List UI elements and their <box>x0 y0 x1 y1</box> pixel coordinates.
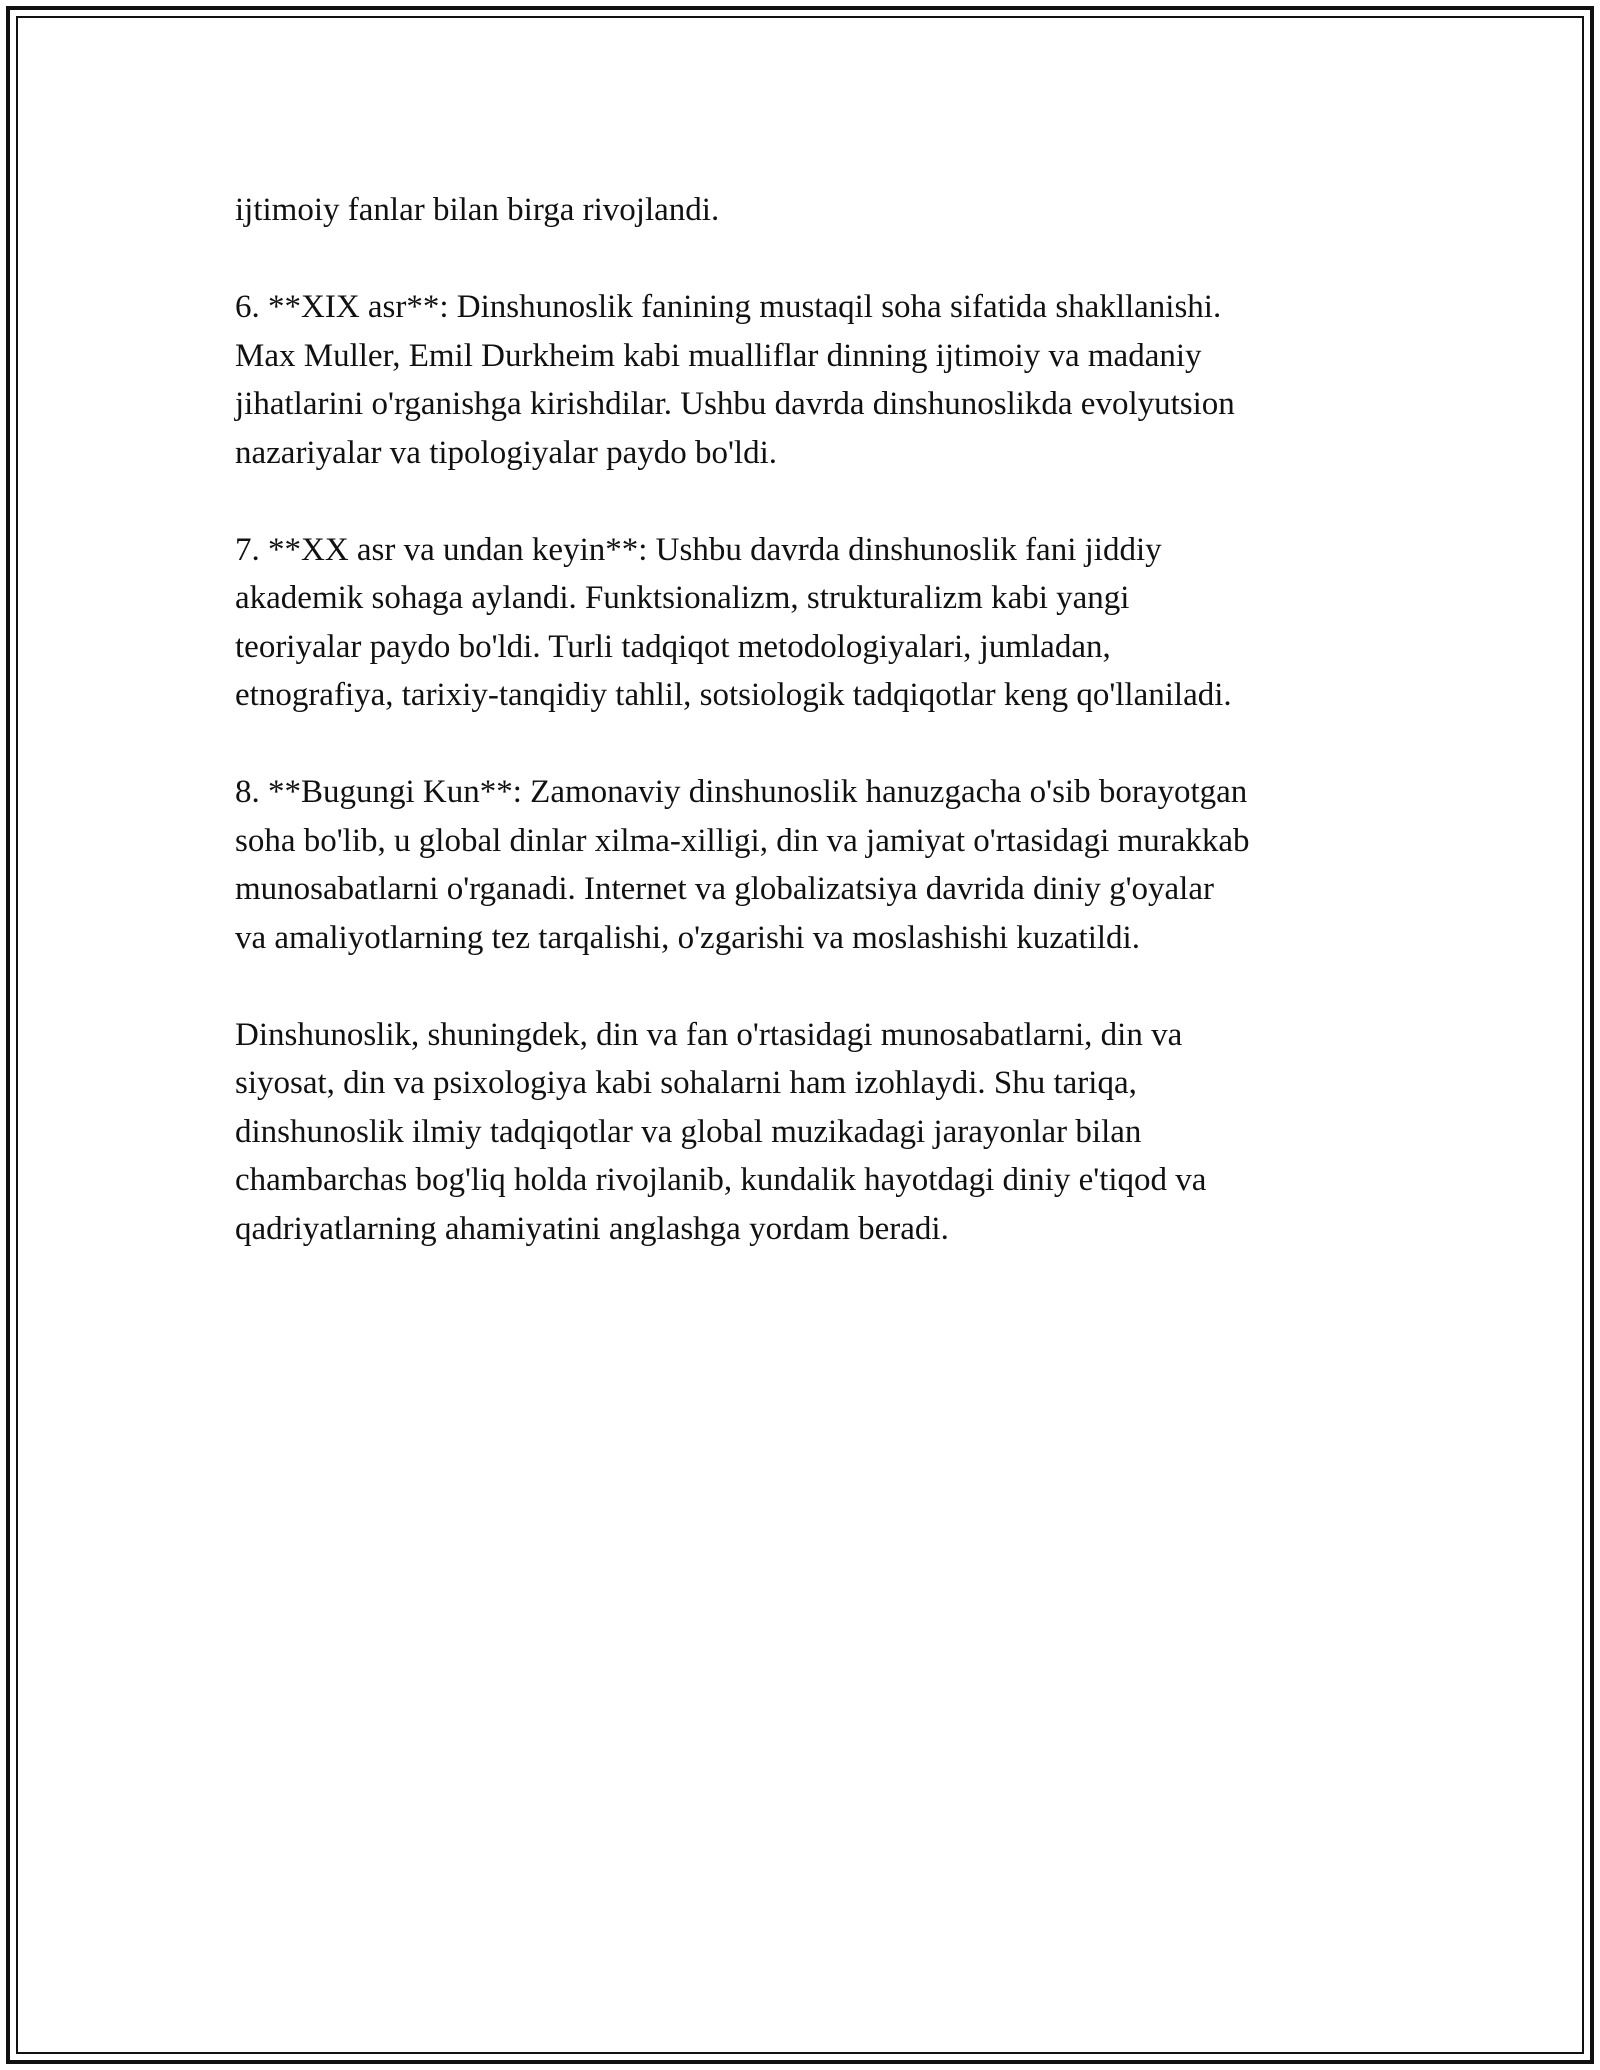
text-line: soha bo'lib, u global dinlar xilma-xilligi, din va jamiyat o'rtasidagi murakkab <box>235 822 1250 859</box>
text-line: 8. **Bugungi Kun**: Zamonaviy dinshunoslik hanuzgacha o'sib borayotgan <box>235 774 1248 810</box>
text-line: dinshunoslik ilmiy tadqiqotlar va global muzikadagi jarayonlar bilan <box>235 1113 1142 1150</box>
text-line: teoriyalar paydo bo'ldi. Turli tadqiqot metodologiyalari, jumladan, <box>235 628 1111 665</box>
paragraph-gap <box>235 235 1385 284</box>
paragraph-xx-century <box>235 526 1385 720</box>
text-line: jihatlarini o'rganishga kirishdilar. Ushbu davrda dinshunoslikda evolyutsion <box>235 386 1235 422</box>
paragraph-gap <box>235 962 1385 1011</box>
paragraph-xix-century <box>235 283 1385 477</box>
paragraph-continuation <box>235 186 1385 235</box>
text-line: nazariyalar va tipologiyalar paydo bo'ldi. <box>235 434 778 471</box>
text-line: munosabatlarni o'rganadi. Internet va globalizatsiya davrida diniy g'oyalar <box>235 871 1214 907</box>
paragraph-gap <box>235 477 1385 526</box>
text-line: Max Muller, Emil Durkheim kabi mualliflar dinning ijtimoiy va madaniy <box>235 337 1202 374</box>
text-line: 7. **XX asr va undan keyin**: Ushbu davrda dinshunoslik fani jiddiy <box>235 531 1162 568</box>
text-line: akademik sohaga aylandi. Funktsionalizm, strukturalizm kabi yangi <box>235 580 1130 616</box>
document-body <box>235 186 1385 1253</box>
text-line: chambarchas bog'liq holda rivojlanib, kundalik hayotdagi diniy e'tiqod va <box>235 1162 1207 1198</box>
text-line: siyosat, din va psixologiya kabi sohalarni ham izohlaydi. Shu tariqa, <box>235 1065 1137 1101</box>
text-line: 6. **XIX asr**: Dinshunoslik fanining mustaqil soha sifatida shakllanishi. <box>235 289 1222 325</box>
text-line: ijtimoiy fanlar bilan birga rivojlandi. <box>235 192 720 228</box>
text-line: qadriyatlarning ahamiyatini anglashga yordam beradi. <box>235 1210 949 1247</box>
paragraph-gap <box>235 720 1385 769</box>
paragraph-conclusion <box>235 1011 1385 1254</box>
text-line: etnografiya, tarixiy-tanqidiy tahlil, sotsiologik tadqiqotlar keng qo'llaniladi. <box>235 677 1232 713</box>
text-line: va amaliyotlarning tez tarqalishi, o'zgarishi va moslashishi kuzatildi. <box>235 919 1140 956</box>
paragraph-today <box>235 768 1385 962</box>
text-line: Dinshunoslik, shuningdek, din va fan o'rtasidagi munosabatlarni, din va <box>235 1016 1183 1053</box>
